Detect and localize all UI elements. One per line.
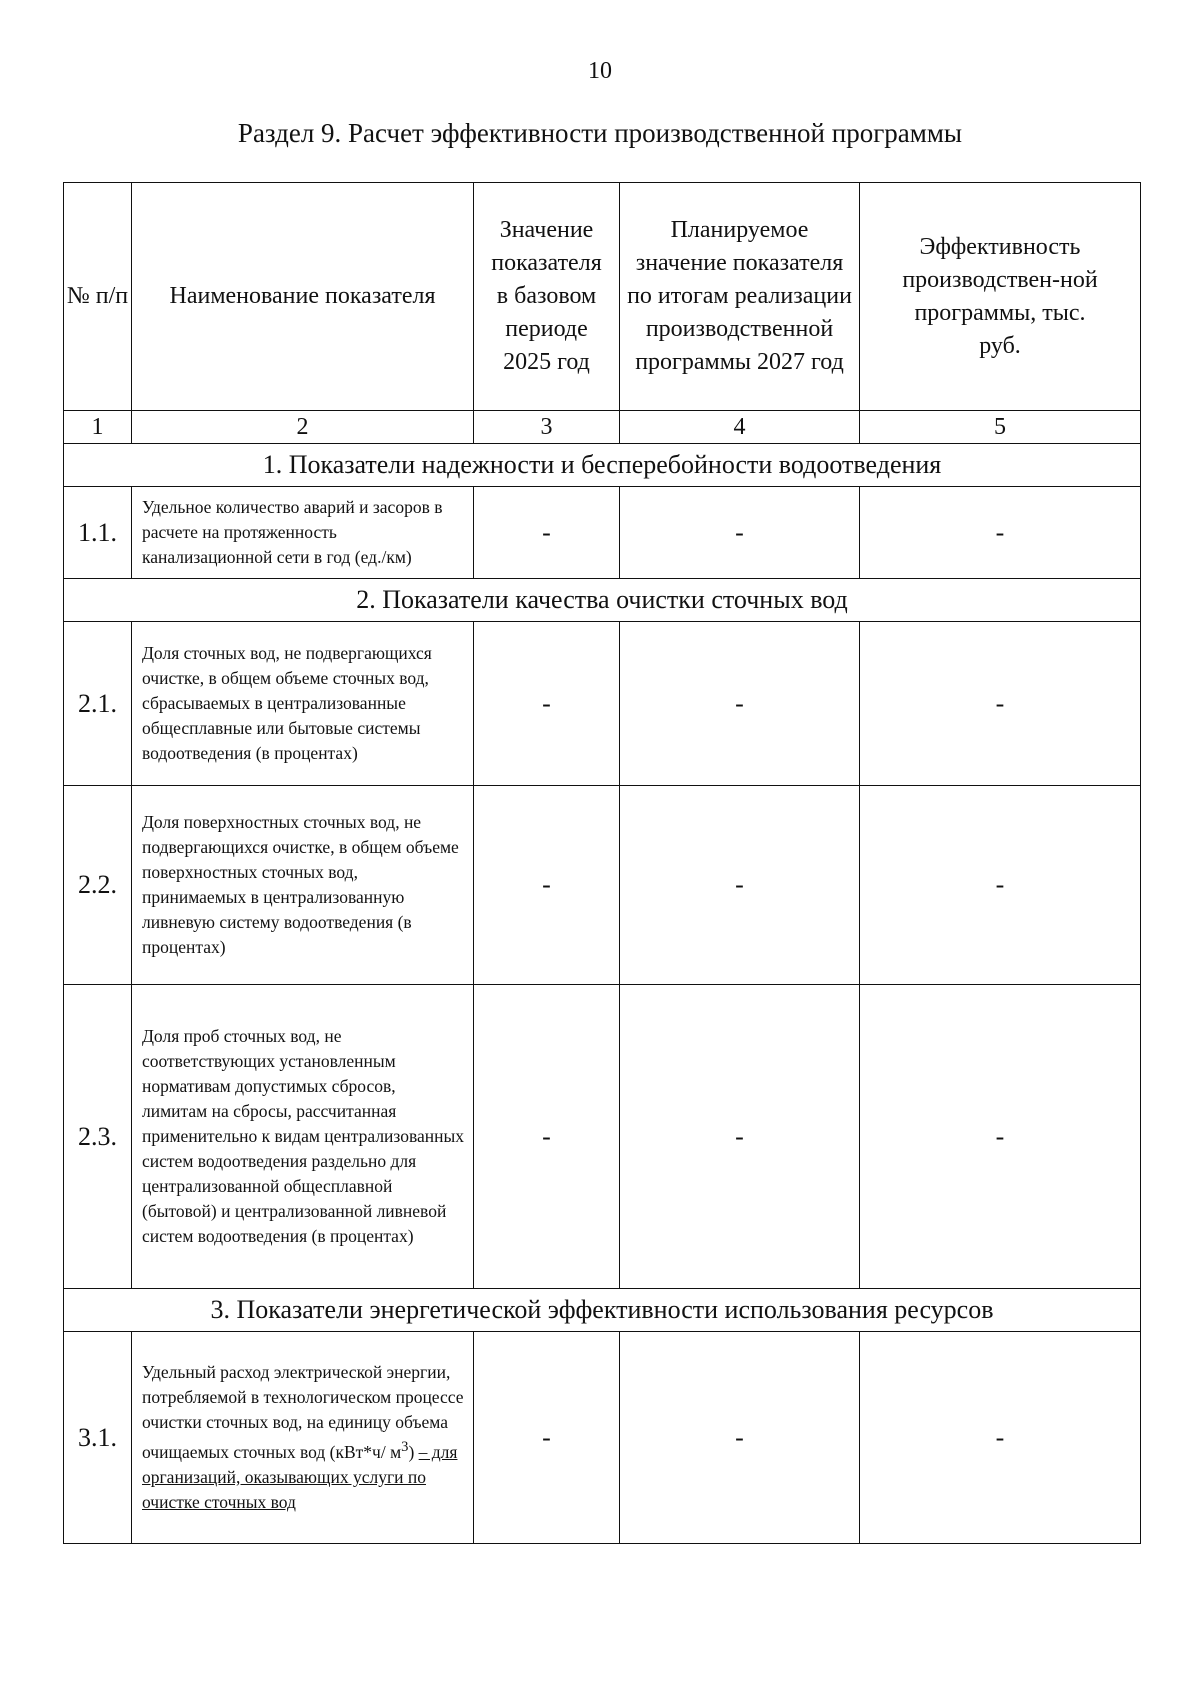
efficiency-cell: - (860, 786, 1141, 985)
base-value-cell: - (474, 1332, 620, 1544)
efficiency-cell: - (860, 622, 1141, 786)
column-numbers-row (64, 411, 1141, 444)
column-number: 3 (474, 411, 620, 444)
header-number: № п/п (64, 183, 132, 411)
section-title: Раздел 9. Расчет эффективности производственной программы (237, 118, 963, 148)
row-number: 2.1. (64, 622, 132, 786)
row-number: 3.1. (64, 1332, 132, 1544)
indicator-name: Доля проб сточных вод, не соответствующих установленным нормативам допустимых сбросов, лимитам на сбросы, рассчитанная применительно к видам централизованных систем водоотведения раздельно для централизованной общесплавной (бытовой) и централизованной ливневой систем водоотведения (в процентах) (132, 985, 474, 1289)
planned-value-cell: - (620, 1332, 860, 1544)
row-number: 2.3. (64, 985, 132, 1289)
base-value-cell: - (474, 622, 620, 786)
indicator-name: Доля сточных вод, не подвергающихся очистке, в общем объеме сточных вод, сбрасываемых в централизованные общесплавные или бытовые системы водоотведения (в процентах) (132, 622, 474, 786)
table-header-row (64, 183, 1141, 411)
header-indicator-name: Наименование показателя (132, 183, 474, 411)
table-row (64, 1332, 1141, 1544)
group-header-row (64, 444, 1141, 487)
column-number: 4 (620, 411, 860, 444)
row-number: 2.2. (64, 786, 132, 985)
efficiency-cell: - (860, 1332, 1141, 1544)
group-header-row (64, 1289, 1141, 1332)
efficiency-cell: - (860, 985, 1141, 1289)
header-base-value: Значение показателя в базовом периоде 2025 год (474, 183, 620, 411)
indicator-name-end: ) (408, 1441, 415, 1462)
column-number: 2 (132, 411, 474, 444)
base-value-cell: - (474, 985, 620, 1289)
header-planned-value: Планируемое значение показателя по итогам реализации производственной программы 2027 год (620, 183, 860, 411)
base-value-cell: - (474, 487, 620, 579)
efficiency-cell: - (860, 487, 1141, 579)
table-row (64, 487, 1141, 579)
indicator-name-note: – для организаций, оказывающих услуги по очистке сточных вод (142, 1441, 458, 1512)
header-efficiency: Эффективность производствен-ной программы, тыс. руб. (860, 183, 1141, 411)
table-row (64, 622, 1141, 786)
row-number: 1.1. (64, 487, 132, 579)
indicator-name: Доля поверхностных сточных вод, не подвергающихся очистке, в общем объеме поверхностных сточных вод, принимаемых в централизованную ливневую систему водоотведения (в процентах) (132, 786, 474, 985)
group-header-row (64, 579, 1141, 622)
group-title: 3. Показатели энергетической эффективности использования ресурсов (64, 1289, 1141, 1332)
planned-value-cell: - (620, 487, 860, 579)
indicator-name: Удельный расход электрической энергии, потребляемой в технологическом процессе очистки сточных вод, на единицу объема очищаемых сточных вод (кВт*ч/ м (142, 1362, 464, 1462)
indicator-name-cell (132, 1332, 474, 1544)
base-value-cell: - (474, 786, 620, 985)
indicator-name: Удельное количество аварий и засоров в расчете на протяженность канализационной сети в год (ед./км) (132, 487, 474, 579)
planned-value-cell: - (620, 786, 860, 985)
efficiency-table (63, 182, 1141, 1544)
page-number: 10 (588, 58, 612, 84)
group-title: 2. Показатели качества очистки сточных вод (64, 579, 1141, 622)
planned-value-cell: - (620, 985, 860, 1289)
superscript: 3 (401, 1439, 409, 1456)
column-number: 5 (860, 411, 1141, 444)
column-number: 1 (64, 411, 132, 444)
table-row (64, 985, 1141, 1289)
table-row (64, 786, 1141, 985)
planned-value-cell: - (620, 622, 860, 786)
group-title: 1. Показатели надежности и бесперебойности водоотведения (64, 444, 1141, 487)
